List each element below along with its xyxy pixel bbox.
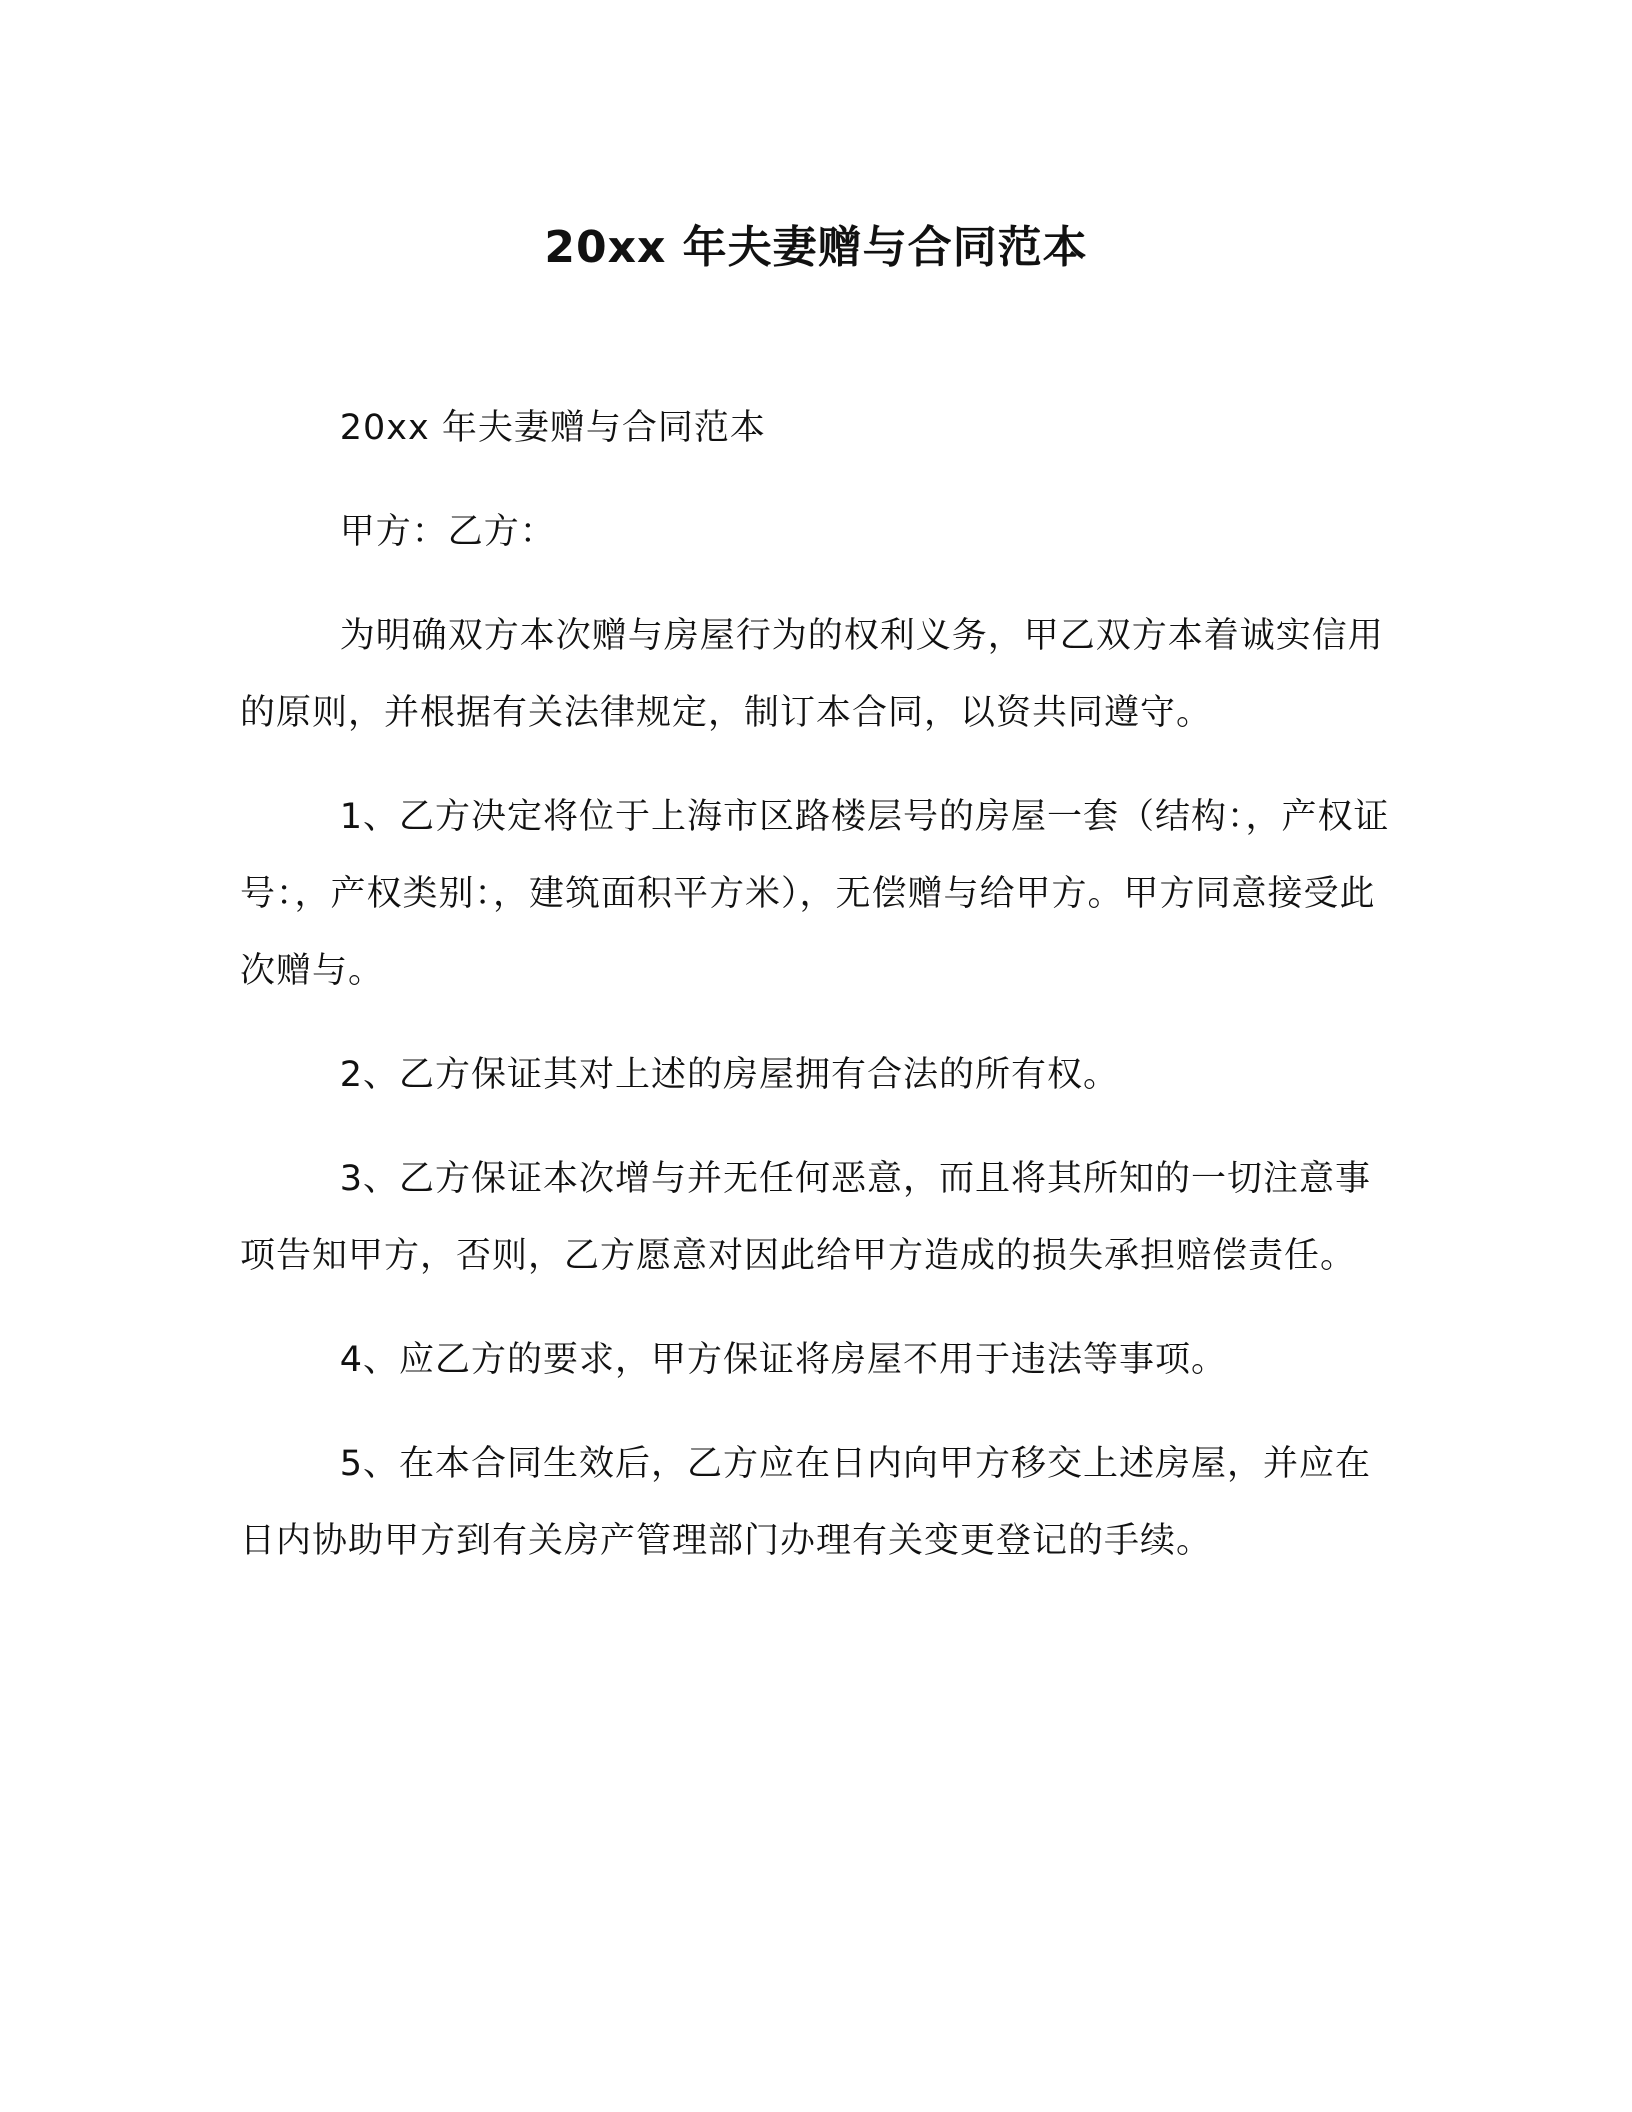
- document-body: [240, 390, 1395, 1607]
- paragraph-subtitle: 20xx 年夫妻赠与合同范本: [339, 408, 766, 448]
- paragraph-parties: 甲方：乙方：: [339, 512, 556, 552]
- paragraph-clause-2: 2、乙方保证其对上述的房屋拥有合法的所有权。: [339, 1055, 1120, 1095]
- paragraph-preamble: 为明确双方本次赠与房屋行为的权利义务，甲乙双方本着诚实信用的原则，并根据有关法律规定，制订本合同，以资共同遵守。: [240, 616, 1384, 733]
- document-title: 20xx 年夫妻赠与合同范本: [544, 222, 1088, 273]
- paragraph-clause-4: 4、应乙方的要求，甲方保证将房屋不用于违法等事项。: [339, 1340, 1228, 1380]
- paragraph-clause-5: 5、在本合同生效后，乙方应在日内向甲方移交上述房屋，并应在日内协助甲方到有关房产管理部门办理有关变更登记的手续。: [240, 1444, 1372, 1561]
- paragraph-clause-3: 3、乙方保证本次增与并无任何恶意，而且将其所知的一切注意事项告知甲方，否则，乙方愿意对因此给甲方造成的损失承担赔偿责任。: [240, 1159, 1372, 1276]
- paragraph-clause-1: 1、乙方决定将位于上海市区路楼层号的房屋一套（结构：，产权证号：，产权类别：，建筑面积平方米），无偿赠与给甲方。甲方同意接受此次赠与。: [240, 797, 1390, 991]
